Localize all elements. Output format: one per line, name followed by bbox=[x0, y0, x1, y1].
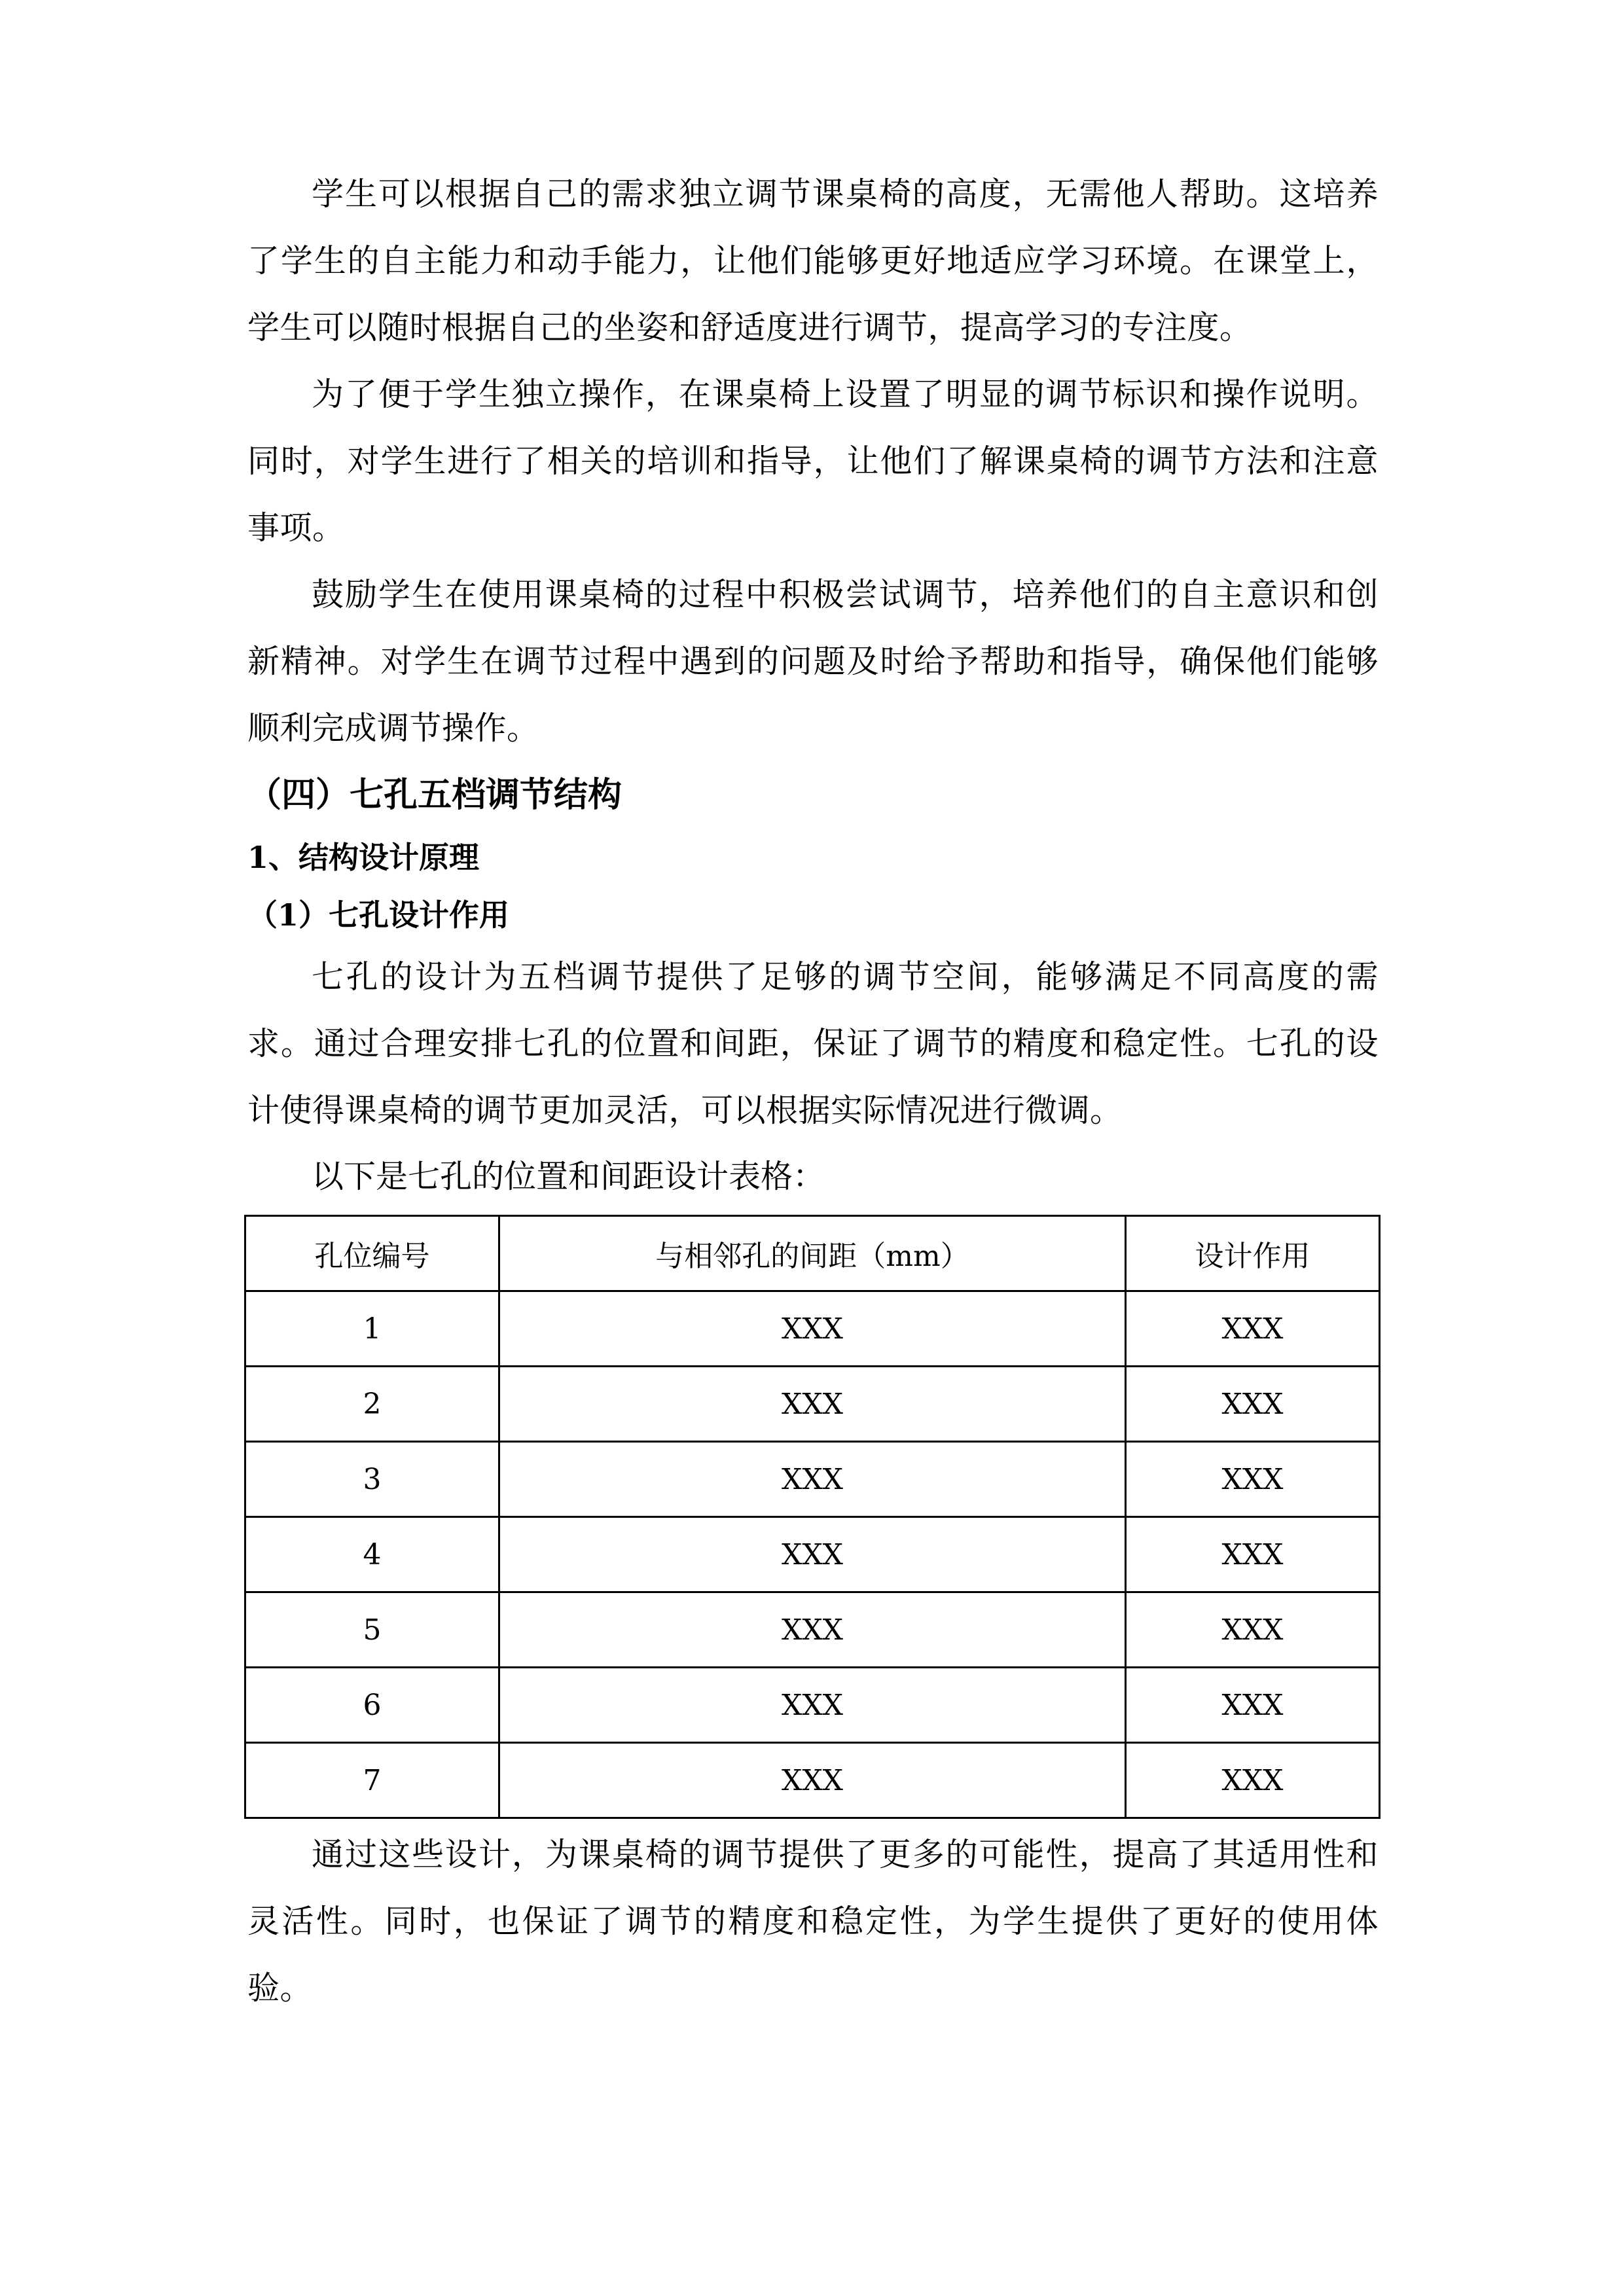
table-body bbox=[245, 1291, 1380, 1818]
cell-purpose: XXX bbox=[1126, 1367, 1380, 1442]
document-content bbox=[247, 161, 1379, 2022]
cell-spacing: XXX bbox=[499, 1291, 1126, 1367]
table-row bbox=[245, 1291, 1380, 1367]
cell-hole-number: 4 bbox=[245, 1517, 499, 1592]
cell-purpose: XXX bbox=[1126, 1517, 1380, 1592]
paragraph-operation-instructions: 为了便于学生独立操作，在课桌椅上设置了明显的调节标识和操作说明。同时，对学生进行了相关的培训和指导，让他们了解课桌椅的调节方法和注意事项。 bbox=[247, 376, 1379, 547]
table-header-row bbox=[245, 1216, 1380, 1291]
cell-purpose: XXX bbox=[1126, 1743, 1380, 1818]
sub-heading-structure-design-principle: 1、结构设计原理 bbox=[247, 840, 480, 875]
paragraph-encourage-students: 鼓励学生在使用课桌椅的过程中积极尝试调节，培养他们的自主意识和创新精神。对学生在调节过程中遇到的问题及时给予帮助和指导，确保他们能够顺利完成调节操作。 bbox=[247, 576, 1379, 747]
table-header bbox=[245, 1216, 1380, 1291]
section-heading-seven-hole-five-gear: （四）七孔五档调节结构 bbox=[247, 775, 623, 815]
cell-purpose: XXX bbox=[1126, 1291, 1380, 1367]
cell-hole-number: 2 bbox=[245, 1367, 499, 1442]
column-header-adjacent-spacing: 与相邻孔的间距（mm） bbox=[499, 1216, 1126, 1291]
cell-hole-number: 1 bbox=[245, 1291, 499, 1367]
cell-hole-number: 3 bbox=[245, 1442, 499, 1517]
cell-hole-number: 7 bbox=[245, 1743, 499, 1818]
cell-hole-number: 5 bbox=[245, 1592, 499, 1668]
paragraph-closing-summary: 通过这些设计，为课桌椅的调节提供了更多的可能性，提高了其适用性和灵活性。同时，也保证了调节的精度和稳定性，为学生提供了更好的使用体验。 bbox=[247, 1836, 1379, 2007]
cell-purpose: XXX bbox=[1126, 1442, 1380, 1517]
cell-spacing: XXX bbox=[499, 1743, 1126, 1818]
table-row bbox=[245, 1668, 1380, 1743]
cell-purpose: XXX bbox=[1126, 1592, 1380, 1668]
cell-spacing: XXX bbox=[499, 1517, 1126, 1592]
table-row bbox=[245, 1517, 1380, 1592]
cell-hole-number: 6 bbox=[245, 1668, 499, 1743]
column-header-hole-number: 孔位编号 bbox=[245, 1216, 499, 1291]
column-header-design-function: 设计作用 bbox=[1126, 1216, 1380, 1291]
table-row bbox=[245, 1367, 1380, 1442]
table-row bbox=[245, 1743, 1380, 1818]
cell-spacing: XXX bbox=[499, 1592, 1126, 1668]
paragraph-seven-hole-design: 七孔的设计为五档调节提供了足够的调节空间，能够满足不同高度的需求。通过合理安排七孔的位置和间距，保证了调节的精度和稳定性。七孔的设计使得课桌椅的调节更加灵活，可以根据实际情况进行微调。 bbox=[247, 958, 1379, 1129]
table-row bbox=[245, 1442, 1380, 1517]
cell-purpose: XXX bbox=[1126, 1668, 1380, 1743]
table-intro-line: 以下是七孔的位置和间距设计表格： bbox=[312, 1158, 825, 1195]
paragraph-independent-adjustment: 学生可以根据自己的需求独立调节课桌椅的高度，无需他人帮助。这培养了学生的自主能力和动手能力，让他们能够更好地适应学习环境。在课堂上，学生可以随时根据自己的坐姿和舒适度进行调节，提高学习的专注度。 bbox=[247, 175, 1379, 346]
cell-spacing: XXX bbox=[499, 1367, 1126, 1442]
cell-spacing: XXX bbox=[499, 1668, 1126, 1743]
cell-spacing: XXX bbox=[499, 1442, 1126, 1517]
table-row bbox=[245, 1592, 1380, 1668]
sub-sub-heading-seven-hole-function: （1）七孔设计作用 bbox=[247, 897, 510, 933]
hole-position-spacing-table bbox=[244, 1215, 1380, 1819]
